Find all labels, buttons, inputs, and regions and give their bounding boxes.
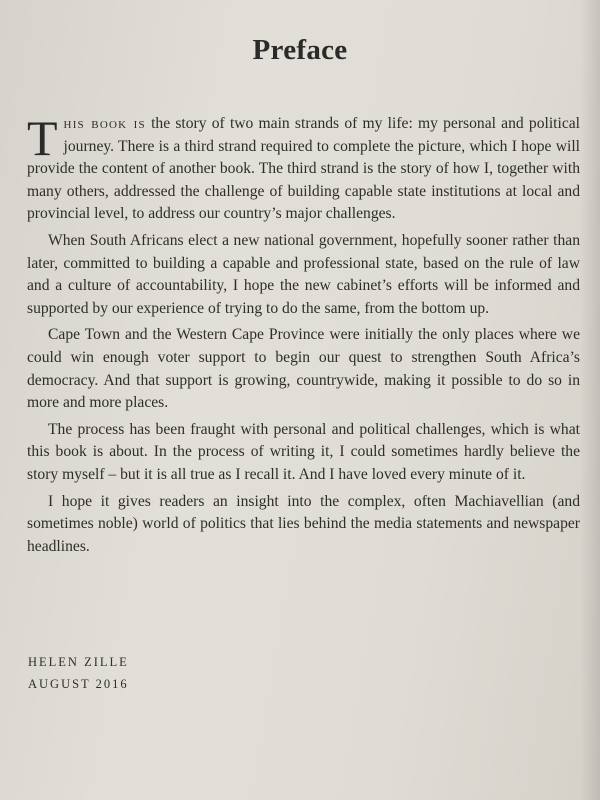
paragraph-4: The process has been fraught with personal and political challenges, which is what this book is about. In the process of writing it, I could sometimes hardly believe the story myself – but it is all true as I recall it. And I have loved every minute of it.: [27, 420, 580, 483]
drop-cap: T: [27, 110, 58, 166]
signature-block: [28, 651, 129, 695]
preface-body: [27, 110, 580, 562]
paragraph-5: I hope it gives readers an insight into the complex, often Machiavellian (and sometimes noble) world of politics that lies behind the media statements and newspaper headlines.: [27, 492, 580, 555]
author-name: HELEN ZILLE: [28, 655, 129, 669]
page-title: Preface: [252, 34, 348, 66]
paragraph-1-text: the story of two main strands of my life: my personal and political journey. There is a third strand required to complete the picture, which I hope will provide the content of another book. The third strand is the story of how I, together with many others, addressed the challenge of building capable state institutions at local and provincial level, to address our country’s major challenges.: [27, 115, 580, 223]
paragraph-1: [27, 110, 580, 226]
signature-date: AUGUST 2016: [28, 677, 129, 691]
paragraph-2: When South Africans elect a new national government, hopefully sooner rather than later, committed to building a capable and professional state, based on the rule of law and a culture of accountability, I hope the new cabinet’s efforts will be informed and supported by our experience of trying to do the same, from the bottom up.: [27, 231, 580, 317]
page-edge-shadow: [580, 0, 600, 800]
opening-small-caps: his book is: [63, 115, 146, 132]
paragraph-3: Cape Town and the Western Cape Province were initially the only places where we could win enough voter support to begin our quest to strengthen South Africa’s democracy. And that support is growing, countrywide, making it possible to do so in more and more places.: [27, 326, 580, 412]
